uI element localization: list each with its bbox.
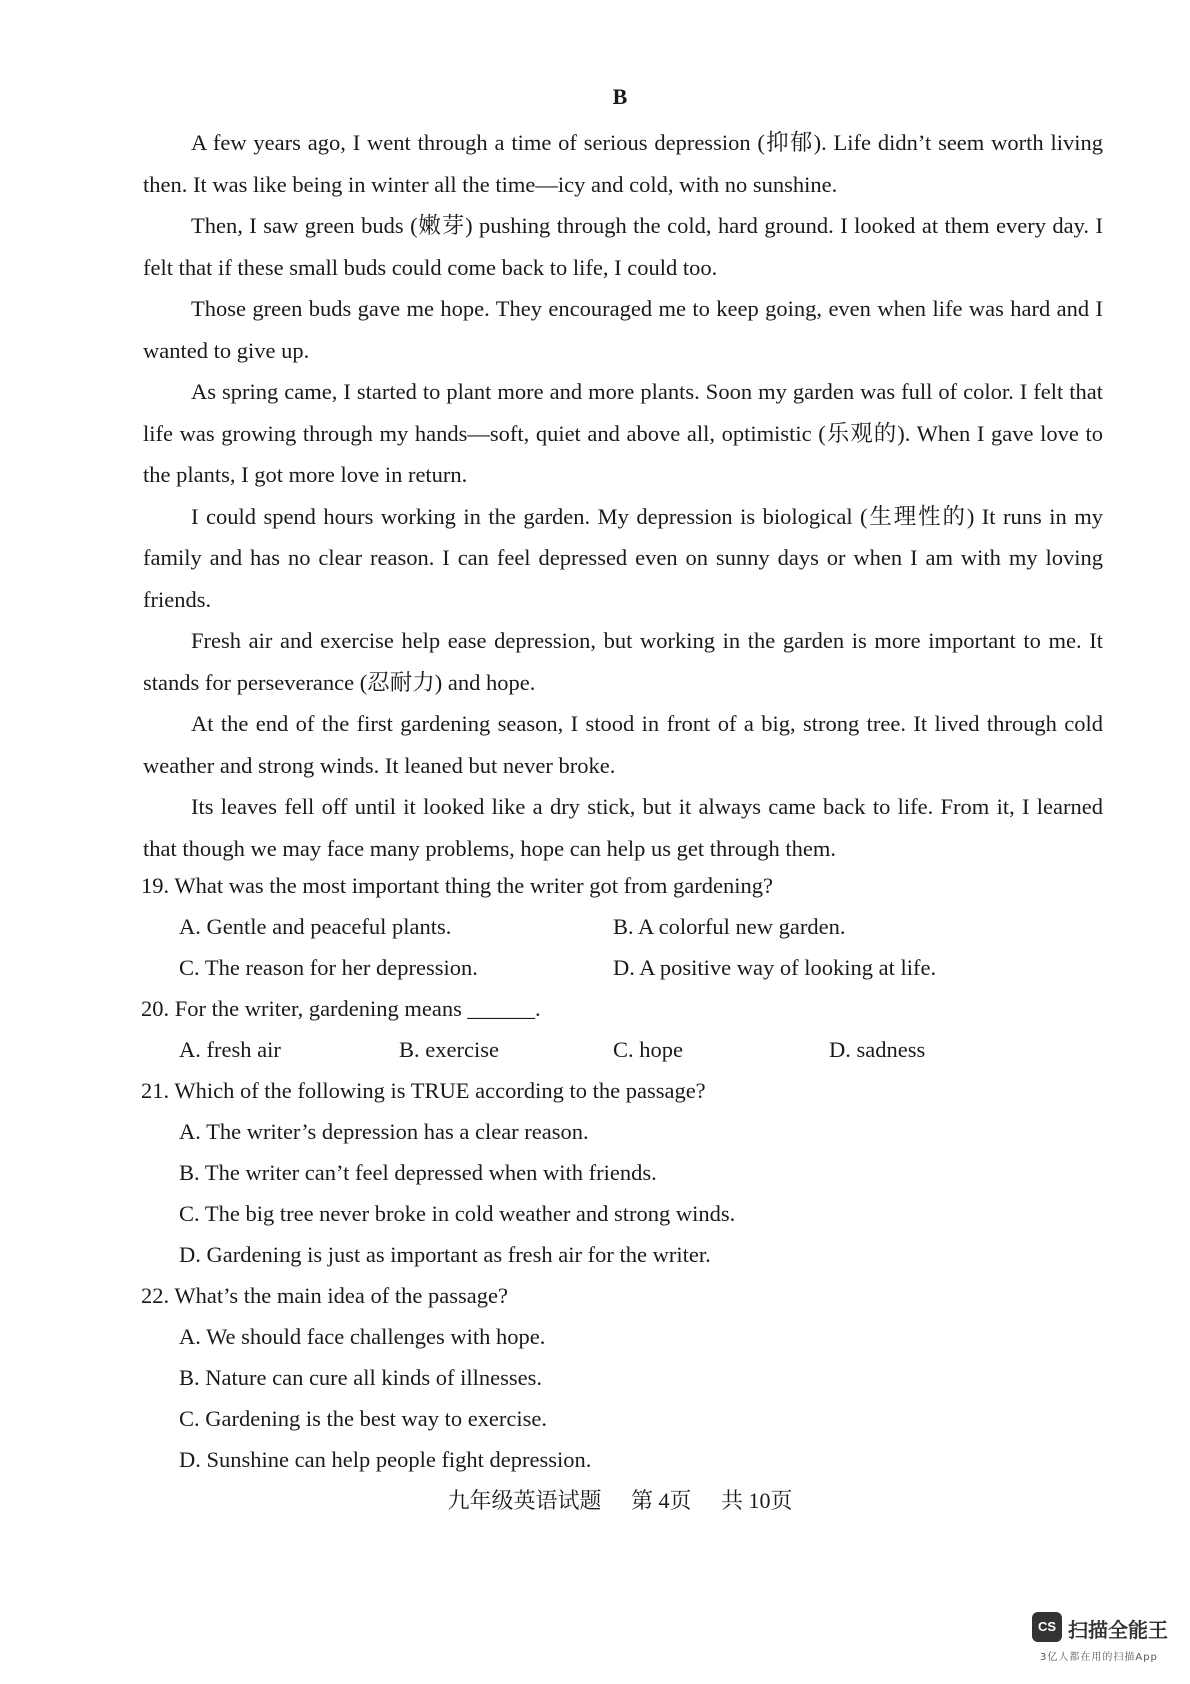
passage-paragraph: Fresh air and exercise help ease depression, but working in the garden is more important to me. It stands for perseverance (忍耐力) and hope. [143,628,1103,695]
option-b: B. A colorful new garden. [613,914,846,939]
option-row [141,947,1101,988]
passage-paragraph: Its leaves fell off until it looked like a dry stick, but it always came back to life. From it, I learned that though we may face many problems, hope can help us get through them. [143,794,1103,861]
option-c: C. hope [613,1037,683,1062]
reading-passage [143,122,1103,869]
option-d: D. Gardening is just as important as fresh air for the writer. [179,1242,711,1267]
question-20 [141,988,1101,1070]
option-a: A. We should face challenges with hope. [179,1324,546,1349]
option-c: C. The big tree never broke in cold weather and strong winds. [179,1201,736,1226]
scanner-watermark [1032,1612,1172,1662]
question-stem: 20. For the writer, gardening means ______. [141,996,541,1021]
section-title: B [612,84,628,109]
passage-paragraph: Then, I saw green buds (嫩芽) pushing through the cold, hard ground. I looked at them every day. I felt that if these small buds could come back to life, I could too. [143,213,1103,280]
passage-paragraph: Those green buds gave me hope. They encouraged me to keep going, even when life was hard and I wanted to give up. [143,296,1103,363]
page-footer [0,1484,1190,1515]
passage-paragraph: As spring came, I started to plant more and more plants. Soon my garden was full of color. I felt that life was growing through my hands—soft, quiet and above all, optimistic (乐观的). When I gave love to the plants, I got more love in return. [143,379,1103,487]
passage-paragraph: I could spend hours working in the garden. My depression is biological (生理性的) It runs in my family and has no clear reason. I can feel depressed even on sunny days or when I am with my loving friends. [143,503,1103,612]
question-list [141,865,1101,1480]
option-d: D. A positive way of looking at life. [613,955,937,980]
option-d: D. Sunshine can help people fight depression. [179,1447,592,1472]
question-stem: 22. What’s the main idea of the passage? [141,1283,508,1308]
option-a: A. fresh air [179,1037,281,1062]
option-c: C. Gardening is the best way to exercise. [179,1406,548,1431]
footer-page-total: 共 10页 [721,1488,793,1513]
question-stem: 19. What was the most important thing the writer got from gardening? [141,873,773,898]
footer-subject: 九年级英语试题 [447,1488,602,1513]
option-a: A. Gentle and peaceful plants. [179,914,452,939]
question-21 [141,1070,1101,1275]
option-a: A. The writer’s depression has a clear reason. [179,1119,589,1144]
option-b: B. The writer can’t feel depressed when with friends. [179,1160,657,1185]
camscanner-logo-icon: CS [1032,1612,1062,1642]
option-row [141,906,1101,947]
option-c: C. The reason for her depression. [179,955,478,980]
passage-paragraph: At the end of the first gardening season, I stood in front of a big, strong tree. It lived through cold weather and strong winds. It leaned but never broke. [143,711,1103,778]
passage-paragraph: A few years ago, I went through a time of serious depression (抑郁). Life didn’t seem worth living then. It was like being in winter all the time—icy and cold, with no sunshine. [143,130,1103,197]
option-b: B. exercise [399,1037,499,1062]
question-22 [141,1275,1101,1480]
option-row [141,1029,1101,1070]
watermark-tagline: 3亿人都在用的扫描App [1040,1652,1158,1663]
watermark-app-name: 扫描全能王 [1068,1618,1168,1642]
option-b: B. Nature can cure all kinds of illnesses. [179,1365,543,1390]
option-d: D. sadness [829,1037,926,1062]
footer-page-number: 第 4页 [630,1488,692,1513]
question-stem: 21. Which of the following is TRUE according to the passage? [141,1078,706,1103]
question-19 [141,865,1101,988]
